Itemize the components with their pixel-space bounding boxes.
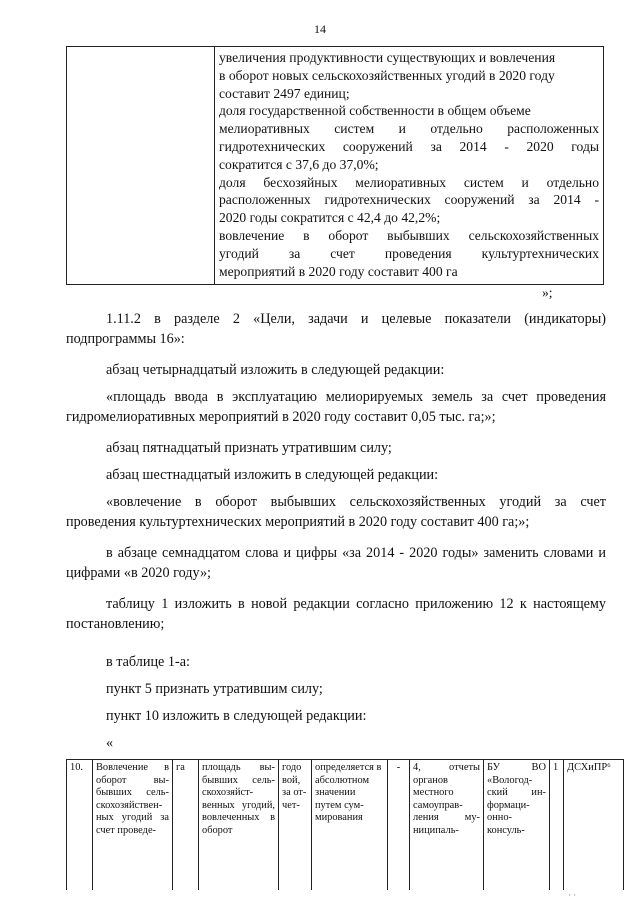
table-cell-number: 10. <box>67 760 93 890</box>
paragraph-5: абзац шестнадцатый изложить в следующей редакции: <box>106 467 439 483</box>
indicator-table-row <box>66 759 624 890</box>
table-divider <box>214 47 215 284</box>
top-table <box>66 46 604 285</box>
paragraph-6: «вовлечение в оборот выбывших сельскохозяйственных угодий за счет проведения культуртехнических мероприятий в 2020 году составит 400 га;»; <box>66 494 606 530</box>
cell-line: сократится с 37,6 до 37,0%; <box>219 156 379 172</box>
table-cell-method: определяется в абсолютном значении путем суммирования <box>312 760 388 890</box>
table-cell-period: годо вой, за отчет- <box>279 760 312 890</box>
table-cell-source: 4, отчеты органов местного самоуправления муниципаль- <box>410 760 484 890</box>
paragraph-8: таблицу 1 изложить в новой редакции согласно приложению 12 к настоящему постановлению; <box>66 596 606 632</box>
paragraph-9: в таблице 1-а: <box>106 654 190 670</box>
cell-line: доля бесхозяйных мелиоративных систем и отдельно <box>219 174 599 190</box>
cell-line: 2020 годы сократится с 42,4 до 42,2%; <box>219 210 441 226</box>
table-cell-definition: площадь выбывших сельскохозяйственных угодий, вовлеченных в оборот <box>199 760 279 890</box>
cell-line: в оборот новых сельскохозяйственных угодий в 2020 году <box>219 67 555 83</box>
cell-line: гидротехнических сооружений за 2014 - 2020 годы <box>219 138 599 154</box>
table-cell-code: 1 <box>550 760 564 890</box>
cell-line: мелиоративных систем и отдельно расположенных <box>219 121 599 137</box>
table-cell-organization: БУ ВО «Вологодский информационно-консуль- <box>484 760 550 890</box>
table-cell-indicator: Вовлечение в оборот выбывших сельскохозяйственных угодий за счет проведе- <box>93 760 173 890</box>
paragraph-1: 1.11.2 в разделе 2 «Цели, задачи и целевые показатели (индикаторы) подпрограммы 16»: <box>66 311 606 347</box>
paragraph-10: пункт 5 признать утратившим силу; <box>106 681 323 697</box>
cell-line: доля государственной собственности в общем объеме <box>219 103 531 119</box>
cell-line: расположенных гидротехнических сооружений за 2014 - <box>219 192 599 208</box>
table-cell-responsible: ДСХиПР⁶ <box>567 762 611 773</box>
closing-quote: »; <box>542 285 553 300</box>
indicator-text-cell <box>219 49 599 280</box>
table-cell-unit: га <box>173 760 199 890</box>
cell-line: вовлечение в оборот выбывших сельскохозяйственных <box>219 227 599 243</box>
cell-line: увеличения продуктивности существующих и вовлечения <box>219 50 556 65</box>
scan-mark: · · <box>568 890 577 900</box>
paragraph-4: абзац пятнадцатый признать утратившим силу; <box>106 440 392 456</box>
cell-line: угодий за счет проведения культуртехнических <box>219 245 599 261</box>
cell-line: мероприятий в 2020 году составит 400 га <box>219 263 458 279</box>
paragraph-11: пункт 10 изложить в следующей редакции: <box>106 708 367 724</box>
paragraph-3: «площадь ввода в эксплуатацию мелиорируемых земель за счет проведения гидромелиоративных мероприятий в 2020 году составит 0,05 тыс. га;»; <box>66 389 606 425</box>
cell-line: составит 2497 единиц; <box>219 85 350 101</box>
page-number: 14 <box>314 22 326 36</box>
paragraph-2: абзац четырнадцатый изложить в следующей редакции: <box>106 362 445 378</box>
paragraph-7: в абзаце семнадцатом слова и цифры «за 2014 - 2020 годы» заменить словами и цифрами «в 2020 году»; <box>66 545 606 581</box>
paragraph-12: « <box>106 735 114 751</box>
table-cell-dash: - <box>388 760 410 890</box>
